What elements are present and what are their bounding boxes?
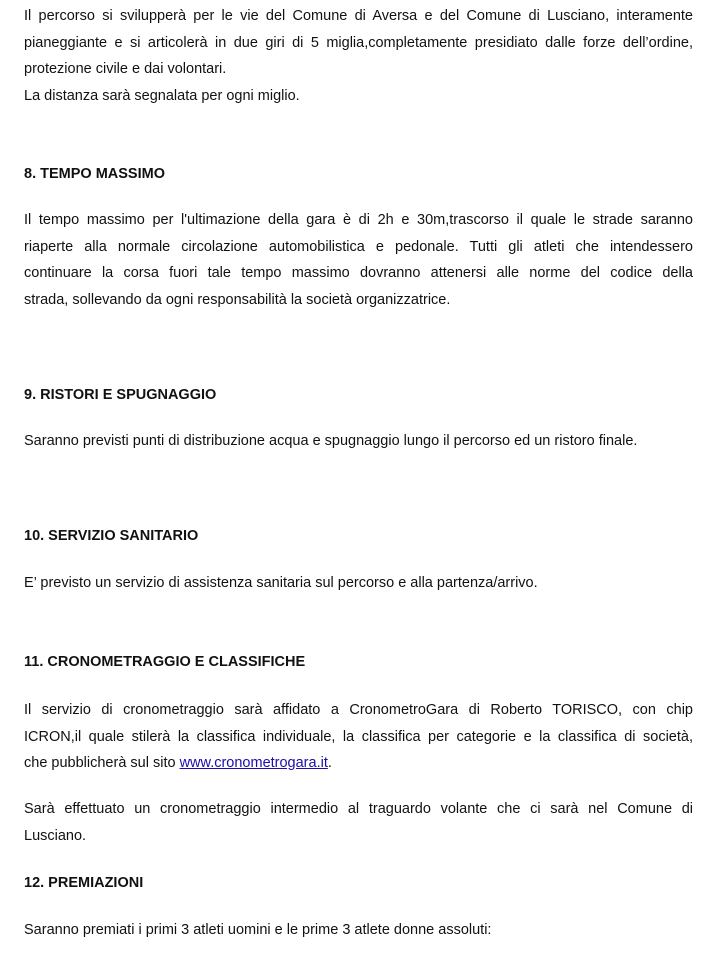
section-8-line-1: Il tempo massimo per l'ultimazione della gara è di 2h e 30m,trascorso il quale le strade saranno [24,212,693,228]
intro-line-1: Il percorso si svilupperà per le vie del Comune di Aversa e del Comune di Lusciano, interamente [24,8,693,24]
section-10-body [24,570,693,597]
section-8-title: 8. TEMPO MASSIMO [24,166,165,182]
section-12-body [24,917,693,944]
section-12-text: Saranno premiati i primi 3 atleti uomini e le prime 3 atlete donne assoluti: [24,922,492,938]
section-9-body [24,428,693,455]
intro-line-3: protezione civile e dai volontari. [24,61,227,77]
cronometrogara-link[interactable]: www.cronometrogara.it [179,755,328,771]
section-8-line-4: strada, sollevando da ogni responsabilità la società organizzatrice. [24,291,451,308]
section-11-line-2: ICRON,il quale stilerà la classifica individuale, la classifica per categorie e la classifica di società, [24,728,693,745]
section-11-paragraph-2 [24,796,693,849]
section-8-body [24,207,693,313]
section-11-line-3-end: . [327,755,332,771]
section-11-p2-line-1: Sarà effettuato un cronometraggio intermedio al traguardo volante che ci sarà nel Comune di [24,801,693,817]
section-10-title: 10. SERVIZIO SANITARIO [24,528,199,544]
section-11-line-1: Il servizio di cronometraggio sarà affidato a CronometroGara di Roberto TORISCO, con chip [24,702,693,718]
section-10-text: E’ previsto un servizio di assistenza sanitaria sul percorso e alla partenza/arrivo. [24,575,538,591]
section-8-line-3: continuare la corsa fuori tale tempo massimo dovranno attenersi alle norme del codice della [24,265,693,281]
section-8-line-2: riaperte alla normale circolazione automobilistica e pedonale. Tutti gli atleti che intendessero [24,238,693,255]
section-11-p2-line-2: Lusciano. [24,827,87,844]
section-9-title: 9. RISTORI E SPUGNAGGIO [24,387,217,403]
section-11-line-3-text: che pubblicherà sul sito [24,755,180,771]
intro-line-2: pianeggiante e si articolerà in due giri di 5 miglia,completamente presidiato dalle forze dell’ordine, [24,34,693,51]
section-11-body [24,697,693,777]
section-12-title: 12. PREMIAZIONI [24,875,144,891]
intro-paragraph [24,3,693,109]
intro-distance-note: La distanza sarà segnalata per ogni miglio. [24,87,300,104]
section-11-title: 11. CRONOMETRAGGIO E CLASSIFICHE [24,654,306,670]
section-11-line-3 [24,750,693,777]
section-9-text: Saranno previsti punti di distribuzione acqua e spugnaggio lungo il percorso ed un ristoro finale. [24,433,638,449]
